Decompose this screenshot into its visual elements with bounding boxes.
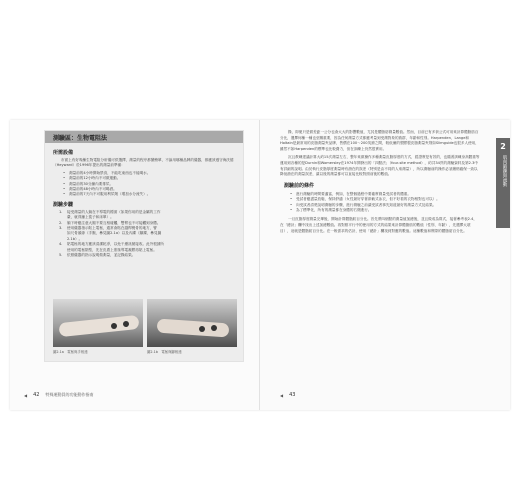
panel-title: 測驗區：生物電阻法	[45, 131, 243, 143]
step-item: 2.1b）。	[67, 236, 83, 241]
list-item: • 測量前的12小時內不可做運動。	[63, 176, 235, 181]
list-item: • 進行測驗的時間要適當，例如，在整個過程中要確實測量受試者的體重。	[290, 192, 480, 197]
figure-caption-b: 圖2.1b 電極與腳相連	[147, 350, 182, 354]
list-item: • 測量前的30分鐘內要排尿。	[63, 182, 235, 187]
step-item: 2. 躺下時應注意大腿不要互相碰觸，雙臂也不可接觸到身體。	[59, 220, 161, 225]
step-item: 使用的電極類型，先在皮膚上塗抹導電凝膠再貼上電極。	[67, 247, 157, 252]
book-title: 特殊運動員的功能動作指南	[45, 392, 94, 397]
list-item: • 測量前的4小時開始禁食，不能吃東西也不能喝水。	[63, 171, 235, 176]
right-folio	[280, 392, 295, 398]
test-panel	[44, 130, 244, 362]
list-item: • 為了標準化，所有的測量都在身體的右側進行。	[290, 208, 480, 213]
paragraph: 錄，即便只是微差距一公分也會大大的影響數值，尤其是體脂肪測量數值。然而，目前已有多套公式可用來計算體脂肪百分比，選擇何種一種也至關重要，因為任何測量方式都應考量到受測對象的族群，年齡和性別。Harpenden、Lange和Holtain是最常用的皮脂測量夾品牌，售價在100～200英鎊之間，較低廉的塑膠製皮脂測量夾則如Slimguide也很多人使用，雖然不如Harpenden的標準也比較費力，但在訓練上仍然很實用。	[280, 130, 479, 151]
equipment-heading: 所需設備	[53, 150, 74, 156]
left-folio	[24, 392, 93, 398]
arrow-left-icon: ◀	[24, 392, 28, 398]
arrow-left-icon: ◀	[280, 392, 284, 398]
page-number: 42	[33, 392, 40, 398]
figure-hand-electrode-photo	[53, 299, 143, 347]
chapter-tab	[496, 138, 510, 228]
list-item: • 測量前的7天內不可服用利尿劑（增加水分流失）。	[63, 192, 235, 197]
paragraph: 沉且教練建議計算大約15次測量左右，整年來做操作多種測量皮脂厚度的方式，經證實是有效的，也隨著訓練身高體重等運用到各種的是Durnin和Womersley在1974年開發出的「四點法」（four-site method），約共34頁的測驗資料及第2.3中有詳細的說明。由於執行皮脂厚度測量時有潛在的誤差（特別是由不同的人來測量），所以測驗前的操作必須嚴格確保一致以降低潛在的測量誤差，讓以後的測量都可以直接比較對照前後的數值。	[280, 155, 480, 177]
chapter-title: 肌肉鍛鍊與流動	[502, 155, 507, 187]
paragraph: 一旦皮脂厚度測量完畢後，開始計算體脂肪百分比。首先將四個點的測量值加總後，並且做成為算式，接著參考表2.4，在「總計」欄中找出上述加總數值。再對照平行中的使用的方式的結果來計算體脂肪的數值（性別、年齡），先選擇大項目），這就是體脂肪百分比。在一般需求的估計，使用「總計」欄找到對應的數值。這種數值和實際的體脂肪百分比。	[280, 217, 477, 233]
page-number: 43	[289, 392, 296, 398]
steps-heading: 測驗步驟	[53, 201, 74, 208]
right-page	[260, 120, 510, 410]
step-item: 4. 貼電極的地方應該清潔乾淨，以免干擾訊號接收。此外根據所	[59, 242, 165, 247]
step-item: 臺，就得鋪上毯子和床單）。	[67, 215, 114, 220]
book-spread	[10, 120, 510, 410]
list-item: • 向受試者清楚說明測驗的步驟，進行測驗之前讓受試者事先知道最好的測量方式及結果。	[290, 203, 480, 208]
step-item: 3. 使用儀器指示貼上電極，通常會貼在越桿橈骨的地方，譬	[59, 226, 157, 231]
step-item: 如尺骨頭緣（手腕，參見圖2.1a）以及內踝（腳踝，參見圖	[67, 231, 162, 236]
right-text-block	[280, 130, 480, 237]
figure-caption-a: 圖2.1a 電極與手相連	[53, 350, 88, 354]
step-item: 1. 接受測量的人躺在不導電的檯面（如果你用的是金屬的工作	[59, 209, 161, 214]
list-item: • 測量前的48小時內不可喝酒。	[63, 187, 235, 192]
pre-test-list	[290, 192, 480, 214]
preparation-list	[63, 171, 235, 198]
steps-list	[59, 210, 235, 259]
figure-row	[53, 299, 237, 357]
figure-foot-electrode-photo	[147, 299, 237, 347]
pre-test-heading: 測驗前的條件	[284, 182, 315, 189]
left-page	[10, 120, 260, 410]
chapter-number: 2	[500, 142, 506, 151]
list-item: • 受試者應盡量放鬆，保持舒適（女性最好穿著兩截式泳衣，但不好看的衣物相對也可以）。	[290, 197, 480, 202]
equipment-paragraph: 市面上有好幾種生物電阻分析儀可供選擇，測量的程序都蠻簡單，不論用哪種品牌的儀器，都應該遵守海沃德（Heyward）於1996年提出的測量前準備：	[53, 158, 234, 168]
step-item: 5. 依照儀器的指示說明做測量，並記錄結果。	[59, 253, 136, 258]
